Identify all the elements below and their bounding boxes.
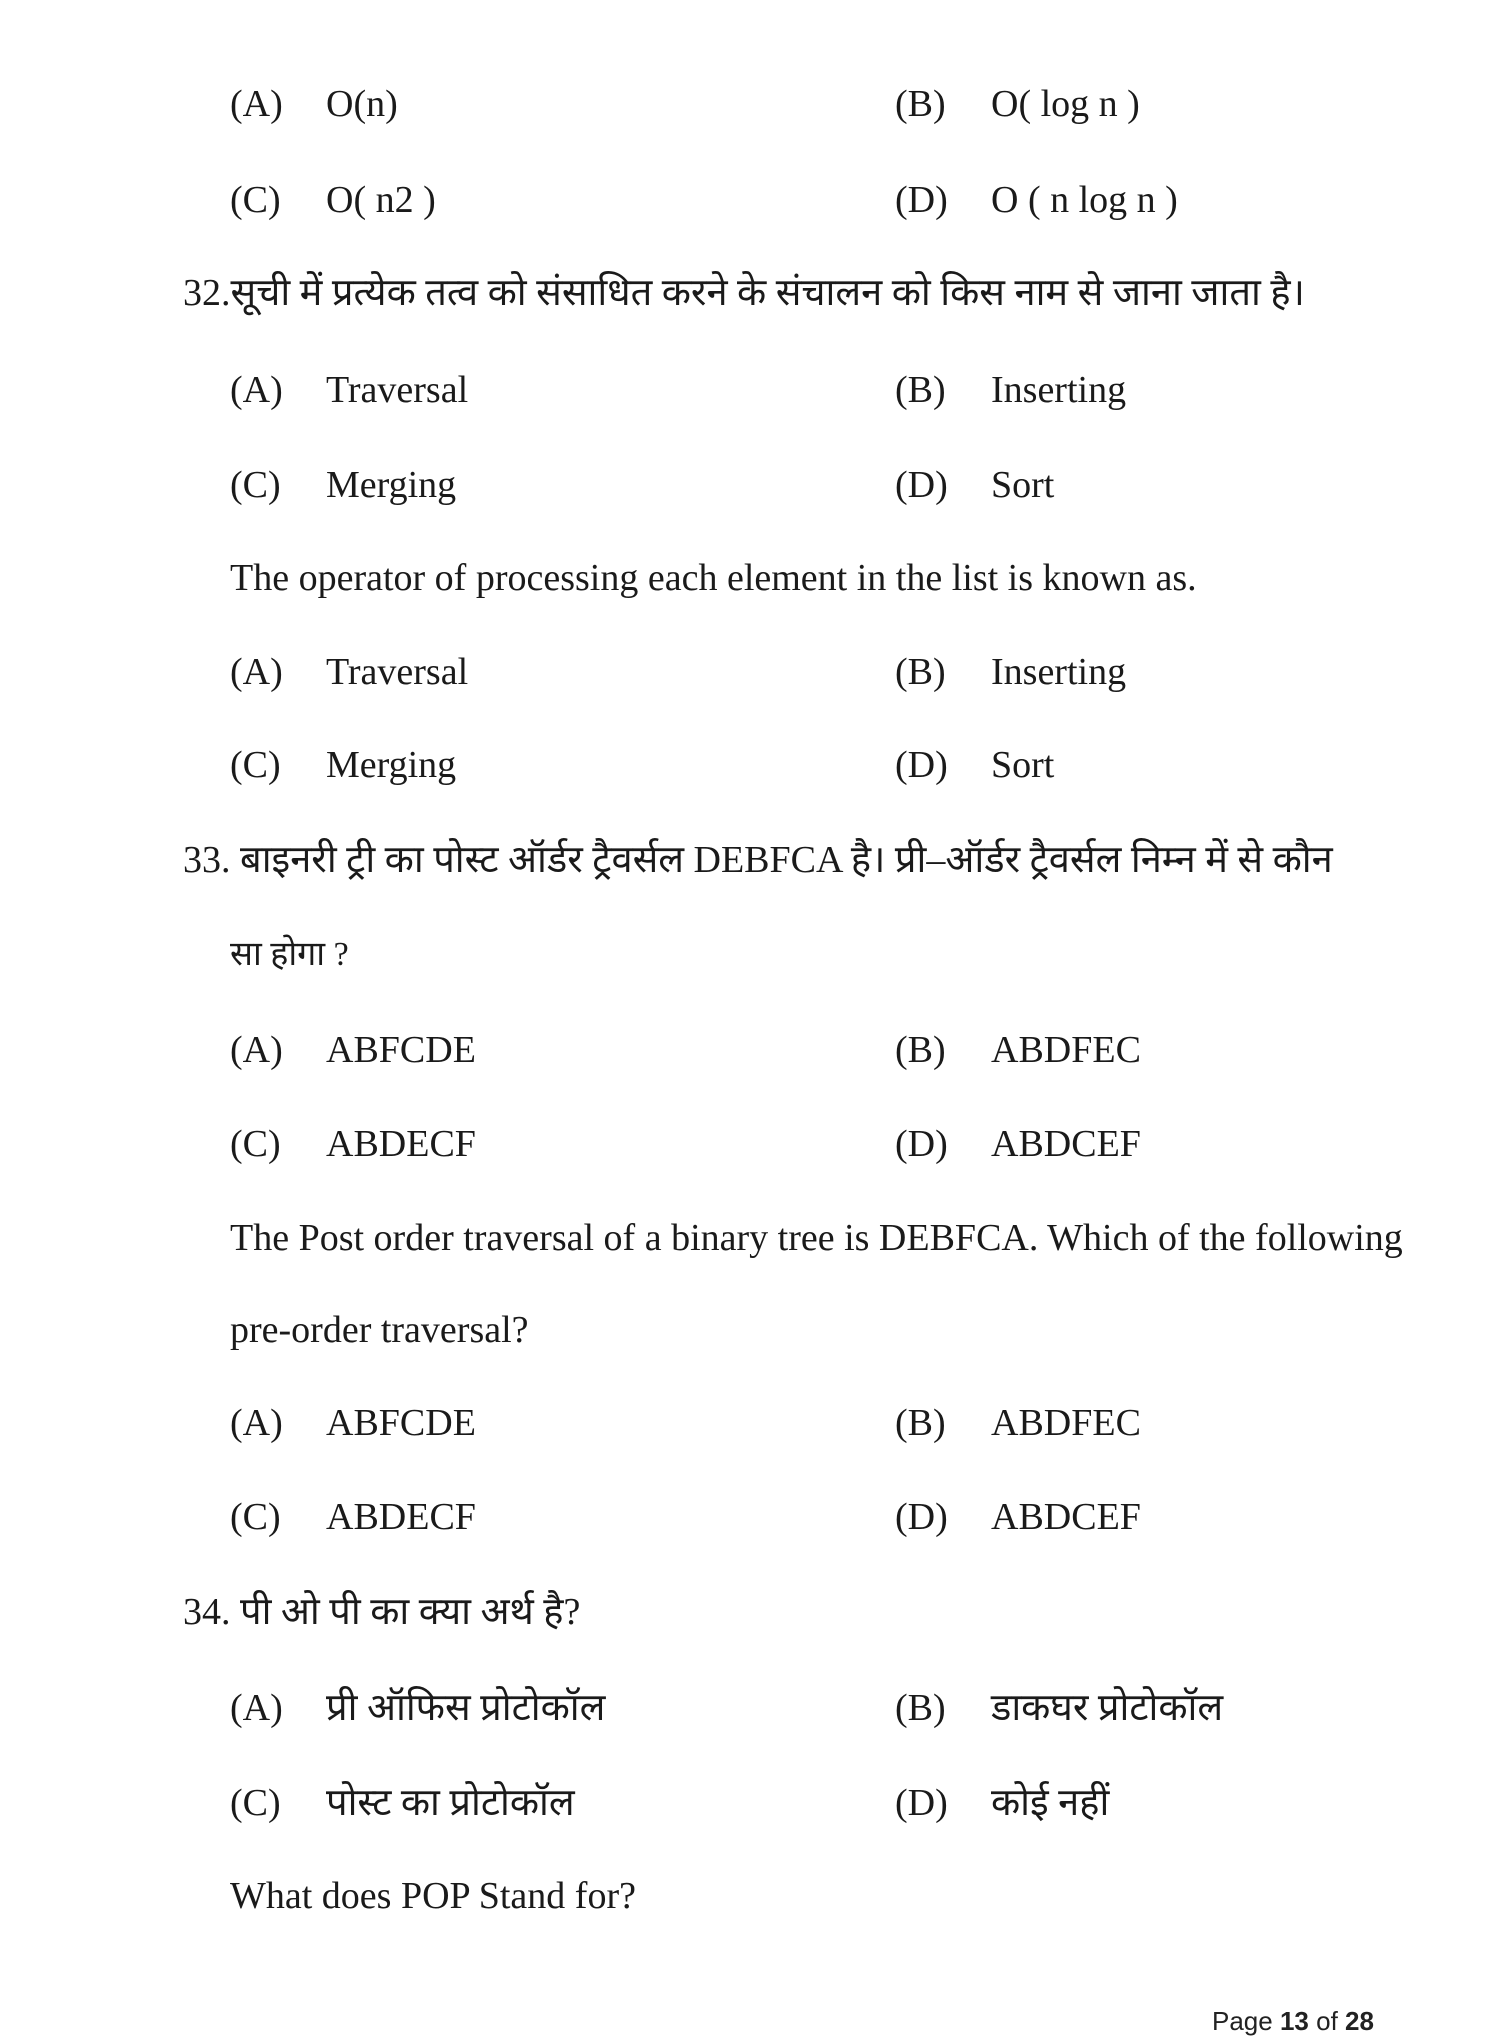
- option-letter: (D): [895, 1123, 948, 1165]
- q33-hindi-option-row-2: [0, 1114, 1505, 1174]
- q32-en-option-b: [895, 642, 1126, 702]
- q31-option-a: [230, 74, 398, 134]
- q32-option-a: [230, 360, 468, 420]
- option-letter: (B): [895, 651, 946, 693]
- q32-hindi-option-row-2: [0, 455, 1505, 515]
- q31-option-row-1: [0, 74, 1505, 134]
- q33-en-option-c: [230, 1487, 476, 1547]
- option-text: O( log n ): [991, 83, 1140, 125]
- q32-en-option-a: [230, 642, 468, 702]
- q34-question-hindi: 34. पी ओ पी का क्या अर्थ है?: [183, 1591, 581, 1633]
- option-text: Traversal: [326, 369, 469, 411]
- footer-page-word: Page: [1212, 2006, 1273, 2036]
- option-text: Sort: [991, 744, 1055, 786]
- option-letter: (D): [895, 179, 948, 221]
- option-letter: (A): [230, 369, 283, 411]
- option-text: डाकघर प्रोटोकॉल: [991, 1687, 1224, 1729]
- option-text: Merging: [326, 464, 457, 506]
- option-text: ABDECF: [326, 1496, 476, 1538]
- option-letter: (D): [895, 744, 948, 786]
- option-letter: (D): [895, 1782, 948, 1824]
- option-letter: (B): [895, 1029, 946, 1071]
- option-letter: (D): [895, 1496, 948, 1538]
- q34-option-b: [895, 1678, 1223, 1738]
- option-letter: (A): [230, 1687, 283, 1729]
- option-letter: (C): [230, 1782, 281, 1824]
- option-text: Merging: [326, 744, 457, 786]
- q31-option-row-2: [0, 170, 1505, 230]
- q34-hindi-option-row-1: [0, 1678, 1505, 1738]
- option-letter: (B): [895, 369, 946, 411]
- option-letter: (B): [895, 1687, 946, 1729]
- option-letter: (C): [230, 1496, 281, 1538]
- option-text: पोस्ट का प्रोटोकॉल: [326, 1782, 575, 1824]
- q33-option-b: [895, 1020, 1141, 1080]
- q34-option-c: [230, 1773, 575, 1833]
- q32-question-english: The operator of processing each element in the list is known as.: [230, 557, 1197, 599]
- q32-option-c: [230, 455, 456, 515]
- option-letter: (B): [895, 1402, 946, 1444]
- q33-option-c: [230, 1114, 476, 1174]
- q33-option-d: [895, 1114, 1141, 1174]
- option-letter: (A): [230, 83, 283, 125]
- option-text: O(n): [326, 83, 398, 125]
- footer-of-word: of: [1316, 2006, 1338, 2036]
- option-text: Inserting: [991, 369, 1127, 411]
- q34-option-d: [895, 1773, 1109, 1833]
- option-letter: (B): [895, 83, 946, 125]
- q31-option-b: [895, 74, 1140, 134]
- q32-en-option-c: [230, 735, 456, 795]
- q33-en-option-b: [895, 1393, 1141, 1453]
- q32-hindi-option-row-1: [0, 360, 1505, 420]
- q33-en-option-d: [895, 1487, 1141, 1547]
- q32-option-b: [895, 360, 1126, 420]
- option-letter: (A): [230, 651, 283, 693]
- q33-question-hindi-line2: सा होगा ?: [230, 936, 349, 973]
- q34-question-english: What does POP Stand for?: [230, 1875, 636, 1917]
- q32-option-d: [895, 455, 1054, 515]
- option-text: Traversal: [326, 651, 469, 693]
- q34-hindi-option-row-2: [0, 1773, 1505, 1833]
- q32-question-hindi: 32.सूची में प्रत्येक तत्व को संसाधित करने के संचालन को किस नाम से जाना जाता है।: [183, 272, 1305, 314]
- q33-english-option-row-1: [0, 1393, 1505, 1453]
- q32-en-option-d: [895, 735, 1054, 795]
- option-text: O ( n log n ): [991, 179, 1178, 221]
- option-letter: (C): [230, 464, 281, 506]
- option-text: ABDFEC: [991, 1029, 1141, 1071]
- option-letter: (A): [230, 1029, 283, 1071]
- option-letter: (C): [230, 744, 281, 786]
- option-text: कोई नहीं: [991, 1782, 1110, 1824]
- option-text: O( n2 ): [326, 179, 436, 221]
- q33-english-option-row-2: [0, 1487, 1505, 1547]
- q33-question-english-line2: pre-order traversal?: [230, 1309, 529, 1351]
- option-text: ABFCDE: [326, 1402, 476, 1444]
- q32-english-option-row-2: [0, 735, 1505, 795]
- option-letter: (C): [230, 1123, 281, 1165]
- option-letter: (D): [895, 464, 948, 506]
- page-footer: [1212, 2006, 1374, 2036]
- option-text: Sort: [991, 464, 1055, 506]
- q31-option-c: [230, 170, 436, 230]
- footer-current-page: 13: [1279, 2006, 1309, 2036]
- q33-question-english-line1: The Post order traversal of a binary tree is DEBFCA. Which of the following: [230, 1217, 1403, 1259]
- footer-total-pages: 28: [1345, 2006, 1374, 2036]
- q33-option-a: [230, 1020, 476, 1080]
- q31-option-d: [895, 170, 1178, 230]
- q33-hindi-option-row-1: [0, 1020, 1505, 1080]
- option-text: ABDCEF: [991, 1496, 1141, 1538]
- option-text: ABDECF: [326, 1123, 476, 1165]
- option-text: Inserting: [991, 651, 1127, 693]
- option-text: ABFCDE: [326, 1029, 476, 1071]
- q33-en-option-a: [230, 1393, 476, 1453]
- option-letter: (C): [230, 179, 281, 221]
- option-text: ABDFEC: [991, 1402, 1141, 1444]
- q33-question-hindi-line1: 33. बाइनरी ट्री का पोस्ट ऑर्डर ट्रैवर्सल DEBFCA है। प्री–ऑर्डर ट्रैवर्सल निम्न में से कौन: [183, 839, 1333, 881]
- option-text: प्री ऑफिस प्रोटोकॉल: [326, 1687, 606, 1729]
- option-letter: (A): [230, 1402, 283, 1444]
- q32-english-option-row-1: [0, 642, 1505, 702]
- q34-option-a: [230, 1678, 605, 1738]
- option-text: ABDCEF: [991, 1123, 1141, 1165]
